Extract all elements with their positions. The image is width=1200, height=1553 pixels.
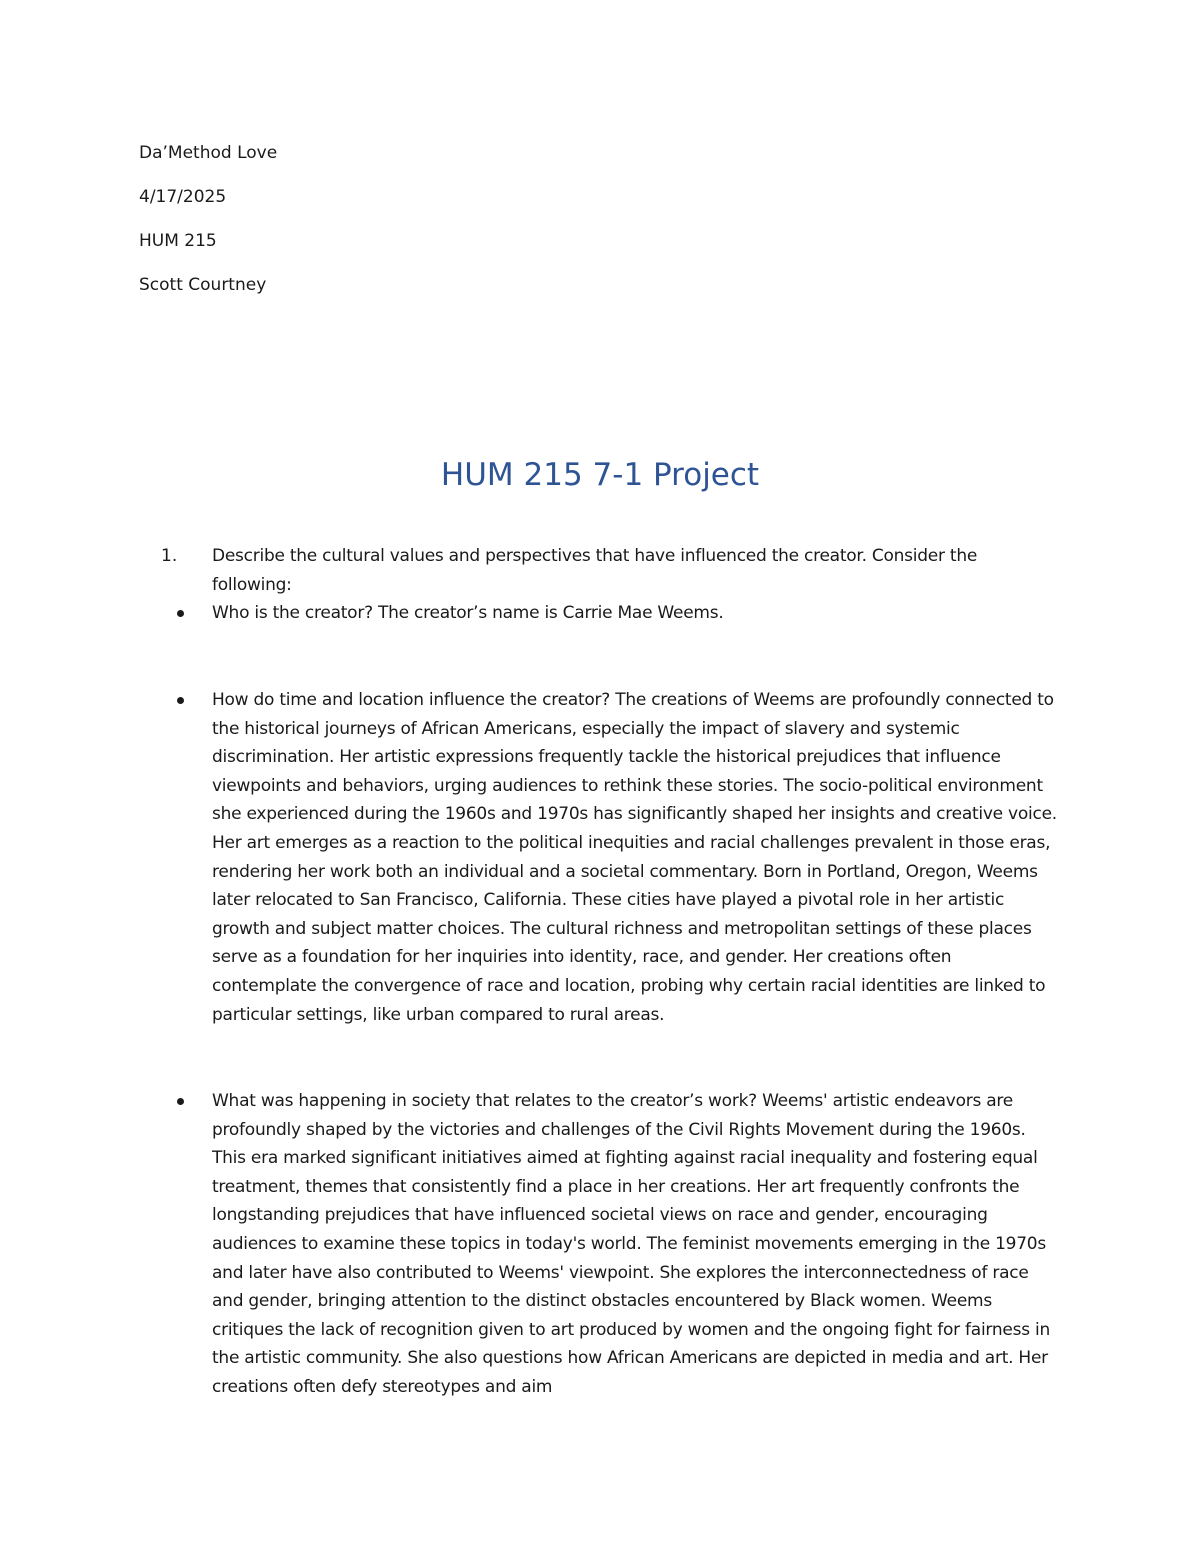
bullet-item-text: Who is the creator? The creator’s name is Carrie Mae Weems. <box>212 603 724 623</box>
numbered-item <box>140 542 1060 599</box>
bullet-item-text: How do time and location influence the creator? The creations of Weems are profoundly connected to the historical journeys of African Americans, especially the impact of slavery and systemic discrimination. Her artistic expressions frequently tackle the historical prejudices that influence viewpoints and behaviors, urging audiences to rethink these stories. The socio-political environment she experienced during the 1960s and 1970s has significantly shaped her insights and creative voice. Her art emerges as a reaction to the political inequities and racial challenges prevalent in those eras, rendering her work both an individual and a societal commentary. Born in Portland, Oregon, Weems later relocated to San Francisco, California. These cities have played a pivotal role in her artistic growth and subject matter choices. The cultural richness and metropolitan settings of these places serve as a foundation for her inquiries into identity, race, and gender. Her creations often contemplate the convergence of race and location, probing why certain racial identities are linked to particular settings, like urban compared to rural areas. <box>212 690 1057 1025</box>
bullet-item <box>140 599 1060 628</box>
list-number: 1. <box>161 546 178 566</box>
course-code: HUM 215 <box>139 231 217 251</box>
bullet-icon <box>177 1098 184 1105</box>
instructor-name: Scott Courtney <box>139 275 267 295</box>
author-name: Da’Method Love <box>139 143 278 163</box>
document-date: 4/17/2025 <box>139 187 227 207</box>
bullet-item <box>140 1087 1060 1402</box>
header-block <box>139 142 277 318</box>
bullet-item-text: What was happening in society that relates to the creator’s work? Weems' artistic endeavors are profoundly shaped by the victories and challenges of the Civil Rights Movement during the 1960s. This era marked significant initiatives aimed at fighting against racial inequality and fostering equal treatment, themes that consistently find a place in her creations. Her art frequently confronts the longstanding prejudices that have influenced societal views on race and gender, encouraging audiences to examine these topics in today's world. The feminist movements emerging in the 1970s and later have also contributed to Weems' viewpoint. She explores the interconnectedness of race and gender, bringing attention to the distinct obstacles encountered by Black women. Weems critiques the lack of recognition given to art produced by women and the ongoing fight for fairness in the artistic community. She also questions how African Americans are depicted in media and art. Her creations often defy stereotypes and aim <box>212 1091 1050 1397</box>
bullet-icon <box>177 610 184 617</box>
bullet-item <box>140 686 1060 1029</box>
document-title: HUM 215 7-1 Project <box>440 457 760 493</box>
bullet-icon <box>177 697 184 704</box>
numbered-item-text: Describe the cultural values and perspectives that have influenced the creator. Consider the following: <box>212 546 978 595</box>
